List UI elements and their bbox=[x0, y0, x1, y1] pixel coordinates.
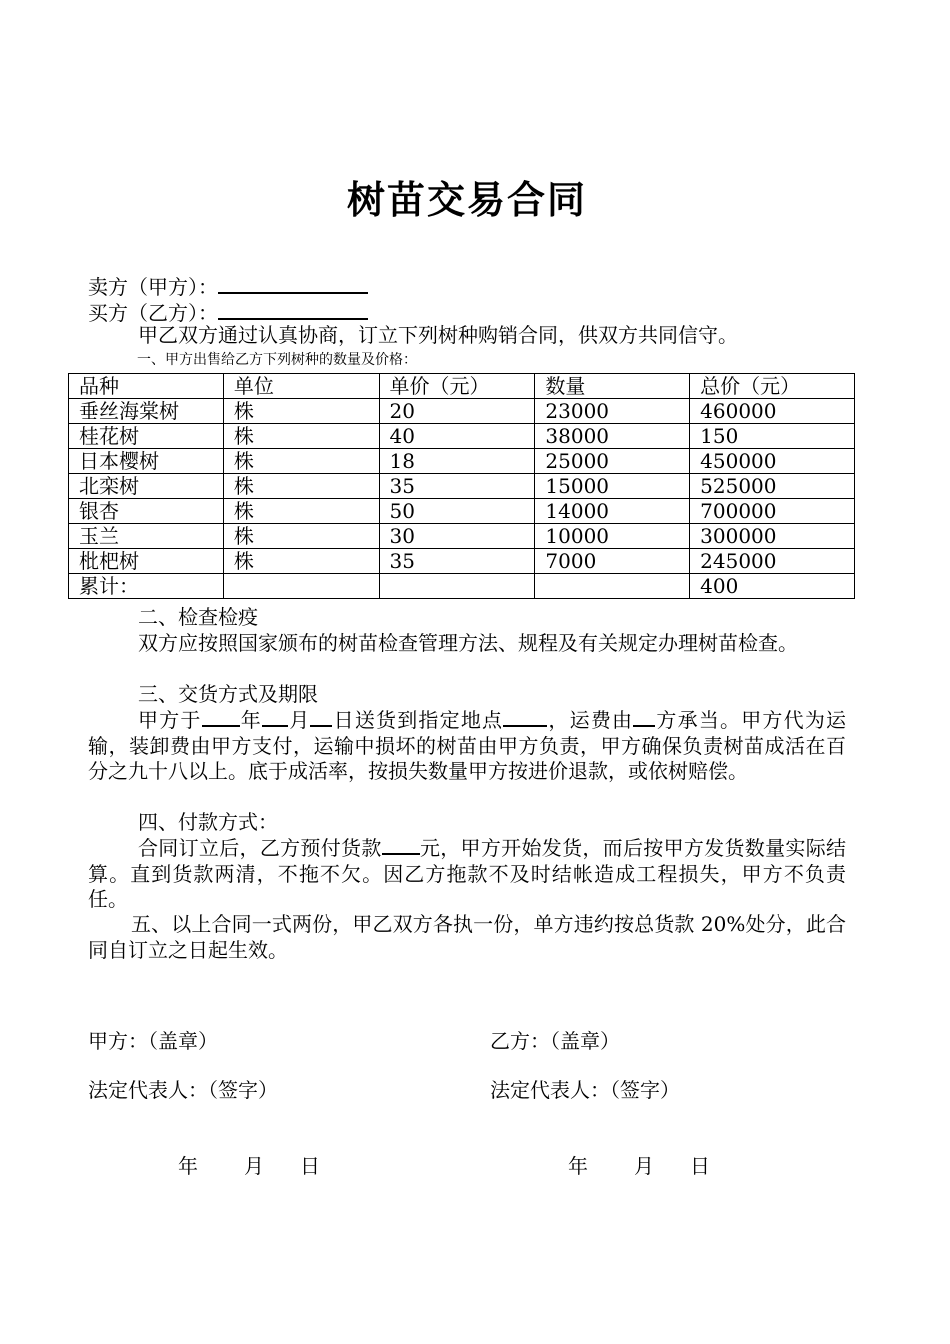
table-cell: 50 bbox=[379, 499, 535, 524]
section1-title: 一、甲方出售给乙方下列树种的数量及价格： bbox=[137, 352, 417, 368]
table-cell: 株 bbox=[223, 399, 379, 424]
table-row bbox=[69, 524, 855, 549]
contract-title: 树苗交易合同 bbox=[346, 178, 587, 222]
table-row bbox=[69, 549, 855, 574]
section3-text-1: 甲方于 bbox=[138, 708, 202, 732]
party-a-seal: 甲方：（盖章） bbox=[88, 1029, 218, 1053]
table-cell: 北栾树 bbox=[69, 474, 224, 499]
party-a-year: 年 bbox=[178, 1154, 198, 1178]
year-blank bbox=[202, 707, 240, 727]
party-b-representative: 法定代表人：（签字） bbox=[490, 1078, 680, 1102]
table-cell: 银杏 bbox=[69, 499, 224, 524]
table-cell: 株 bbox=[223, 474, 379, 499]
intro-text: 甲乙双方通过认真协商，订立下列树种购销合同，供双方共同信守。 bbox=[138, 323, 738, 347]
table-cell: 700000 bbox=[690, 499, 855, 524]
table-cell: 株 bbox=[223, 424, 379, 449]
section4-text-1: 合同订立后，乙方预付货款 bbox=[138, 836, 382, 860]
table-cell: 单价（元） bbox=[379, 374, 535, 399]
table-cell: 数量 bbox=[535, 374, 690, 399]
party-b-day: 日 bbox=[690, 1154, 710, 1178]
seller-blank bbox=[218, 272, 368, 294]
party-b-seal: 乙方：（盖章） bbox=[490, 1029, 620, 1053]
table-row bbox=[69, 424, 855, 449]
table-cell: 35 bbox=[379, 474, 535, 499]
section4-body bbox=[88, 835, 846, 913]
table-cell: 株 bbox=[223, 449, 379, 474]
table-cell bbox=[535, 574, 690, 599]
section3-text-6: 方承当。甲方代为运输，装卸费由甲方支付，运输中损坏的树苗由甲方负责，甲方确保负责树苗成活在百分之九十八以上。底于成活率，按损失数量甲方按进价退款，或依树赔偿。 bbox=[88, 708, 847, 784]
table-cell: 35 bbox=[379, 549, 535, 574]
table-cell: 10000 bbox=[535, 524, 690, 549]
section3-text-2: 年 bbox=[239, 708, 263, 732]
price-table bbox=[68, 373, 855, 599]
section3-text-4: 日送货到指定地点 bbox=[332, 708, 504, 732]
table-cell: 150 bbox=[690, 424, 855, 449]
section4-title: 四、付款方式： bbox=[138, 810, 278, 834]
table-total-row bbox=[69, 574, 855, 599]
section3-text-3: 月 bbox=[288, 708, 311, 732]
table-cell bbox=[223, 574, 379, 599]
table-cell: 株 bbox=[223, 524, 379, 549]
party-b-month: 月 bbox=[634, 1154, 654, 1178]
table-header-row bbox=[69, 374, 855, 399]
month-blank bbox=[262, 707, 288, 727]
section4-text-2: 元，甲方开始发货，而后按甲方发货数量实际结算。直到货款两清，不拖不欠。因乙方拖款不及时结帐造成工程损失，甲方不负责任。 bbox=[88, 836, 847, 912]
table-cell: 300000 bbox=[690, 524, 855, 549]
table-cell: 累计： bbox=[69, 574, 224, 599]
day-blank bbox=[310, 707, 332, 727]
section5-body: 五、以上合同一式两份，甲乙双方各执一份，单方违约按总货款 20%处分，此合同自订立之日起生效。 bbox=[88, 912, 846, 962]
table-cell: 38000 bbox=[535, 424, 690, 449]
table-cell: 枇杷树 bbox=[69, 549, 224, 574]
table-cell: 株 bbox=[223, 549, 379, 574]
table-cell: 株 bbox=[223, 499, 379, 524]
buyer-label: 买方（乙方）： bbox=[88, 301, 218, 325]
table-row bbox=[69, 399, 855, 424]
table-cell: 40 bbox=[379, 424, 535, 449]
freight-party-blank bbox=[633, 707, 655, 727]
prepayment-blank bbox=[382, 835, 420, 855]
table-cell: 245000 bbox=[690, 549, 855, 574]
table-cell: 总价（元） bbox=[690, 374, 855, 399]
section2-title: 二、检查检疫 bbox=[138, 605, 258, 629]
table-cell: 品种 bbox=[69, 374, 224, 399]
location-blank bbox=[503, 707, 547, 727]
table-cell: 20 bbox=[379, 399, 535, 424]
party-a-day: 日 bbox=[300, 1154, 320, 1178]
table-row bbox=[69, 474, 855, 499]
table-cell: 日本樱树 bbox=[69, 449, 224, 474]
buyer-blank bbox=[218, 298, 368, 320]
table-cell: 525000 bbox=[690, 474, 855, 499]
section2-body: 双方应按照国家颁布的树苗检查管理方法、规程及有关规定办理树苗检查。 bbox=[138, 631, 798, 655]
table-cell: 7000 bbox=[535, 549, 690, 574]
section3-text-5: ，运费由 bbox=[547, 708, 634, 732]
party-b-year: 年 bbox=[568, 1154, 588, 1178]
table-cell: 25000 bbox=[535, 449, 690, 474]
table-cell: 垂丝海棠树 bbox=[69, 399, 224, 424]
section3-body bbox=[88, 707, 846, 785]
section3-title: 三、交货方式及期限 bbox=[138, 682, 318, 706]
party-a-representative: 法定代表人：（签字） bbox=[88, 1078, 278, 1102]
table-cell: 450000 bbox=[690, 449, 855, 474]
table-cell: 14000 bbox=[535, 499, 690, 524]
table-cell bbox=[379, 574, 535, 599]
table-cell: 玉兰 bbox=[69, 524, 224, 549]
party-a-month: 月 bbox=[244, 1154, 264, 1178]
seller-label: 卖方（甲方）： bbox=[88, 275, 218, 299]
table-cell: 400 bbox=[690, 574, 855, 599]
table-cell: 15000 bbox=[535, 474, 690, 499]
table-cell: 单位 bbox=[223, 374, 379, 399]
table-cell: 23000 bbox=[535, 399, 690, 424]
seller-line bbox=[88, 272, 368, 300]
table-cell: 30 bbox=[379, 524, 535, 549]
price-table-body bbox=[69, 374, 855, 599]
table-cell: 桂花树 bbox=[69, 424, 224, 449]
table-cell: 460000 bbox=[690, 399, 855, 424]
table-row bbox=[69, 499, 855, 524]
table-row bbox=[69, 449, 855, 474]
table-cell: 18 bbox=[379, 449, 535, 474]
